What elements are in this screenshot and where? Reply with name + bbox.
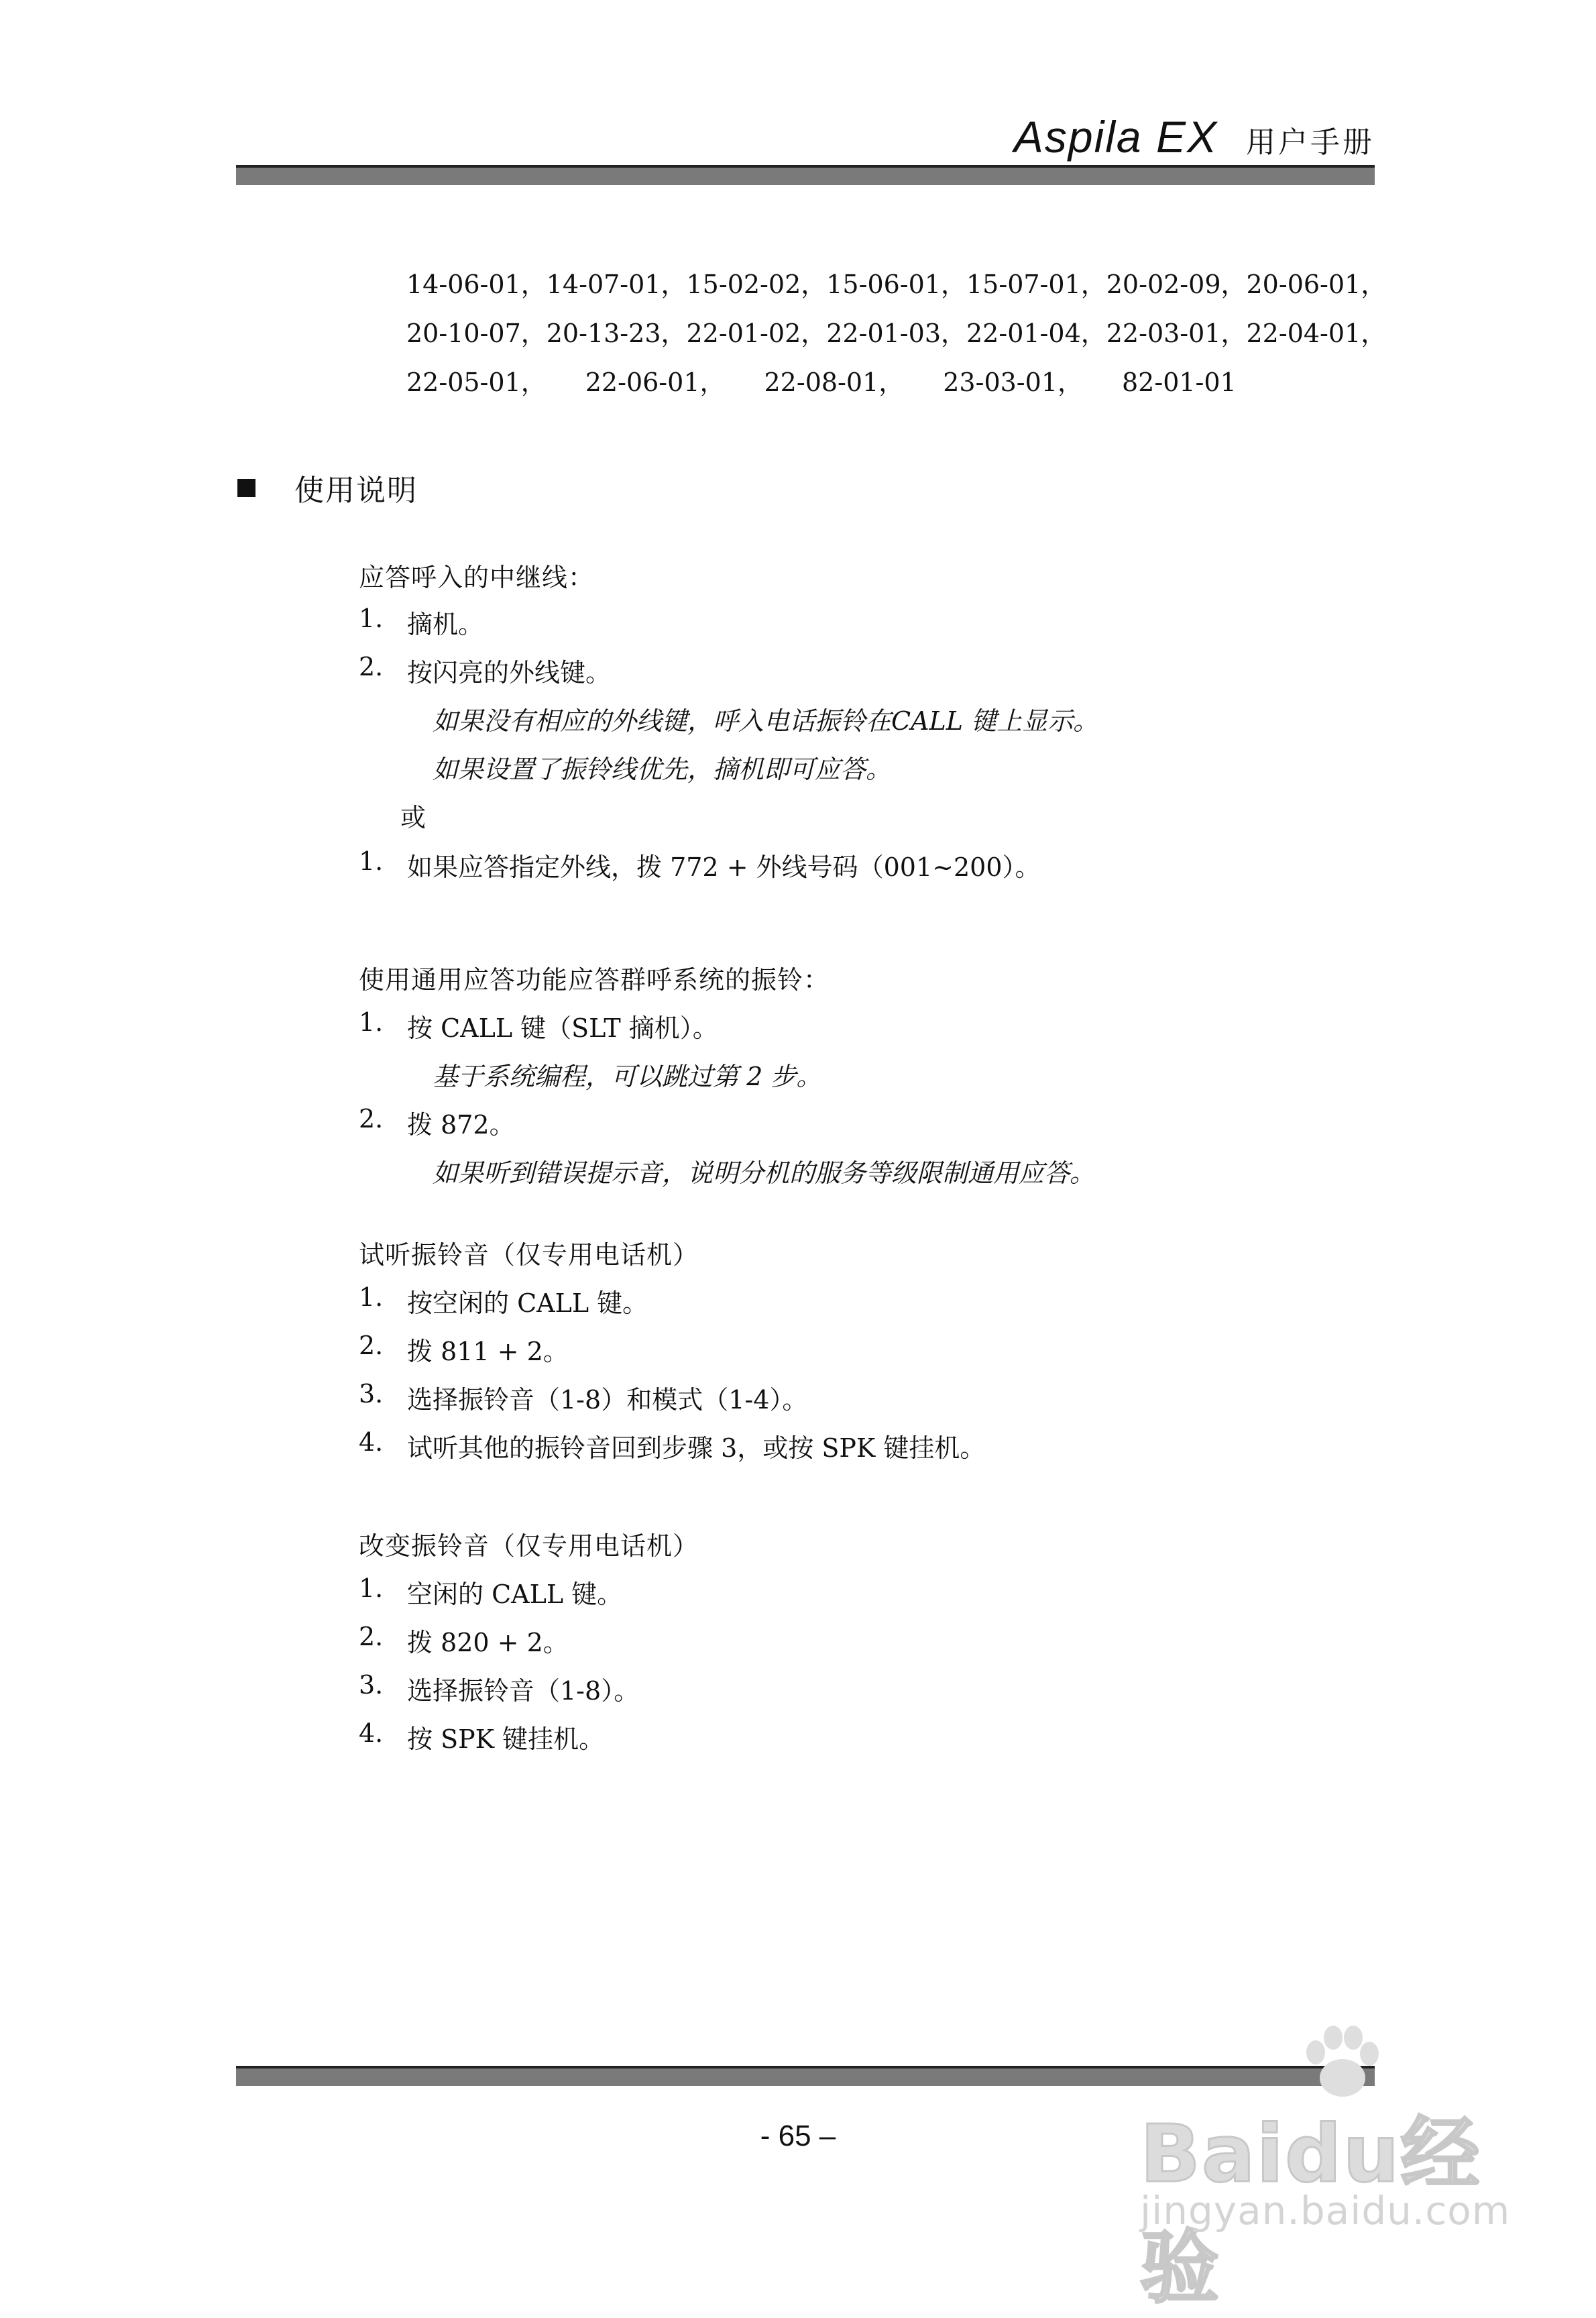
code-item: 14-06-01， <box>406 270 547 299</box>
page-number: - 65 – <box>760 2119 836 2152</box>
code-item: 82-01-01 <box>1122 368 1237 397</box>
list-item: 1. 摘机。 <box>359 604 484 639</box>
subheading-change-ring: 改变振铃音（仅专用电话机） <box>359 1531 699 1561</box>
code-item: 22-04-01， <box>1246 319 1387 348</box>
list-item: 3. 选择振铃音（1-8）和模式（1-4）。 <box>359 1379 808 1415</box>
list-item: 2. 拨 811 + 2。 <box>359 1331 569 1366</box>
code-item: 22-05-01， <box>406 368 547 397</box>
note-text: 基于系统编程，可以跳过第 2 步。 <box>433 1062 822 1091</box>
list-item: 1. 空闲的 CALL 键。 <box>359 1574 623 1609</box>
watermark-brand: Baidu经验 <box>1140 2107 1481 2314</box>
code-item: 15-07-01， <box>966 270 1106 299</box>
section-title: 使用说明 <box>294 474 418 508</box>
code-line-3 <box>406 358 1372 407</box>
code-line-2 <box>406 309 1387 358</box>
code-item: 20-13-23， <box>546 319 687 348</box>
code-item: 20-02-09， <box>1106 270 1247 299</box>
baidu-watermark <box>1140 2026 1516 2314</box>
note-text: 如果听到错误提示音，说明分机的服务等级限制通用应答。 <box>433 1158 1096 1188</box>
code-line-1 <box>406 260 1387 309</box>
code-item: 22-08-01， <box>764 368 905 397</box>
subheading-answer-trunk: 应答呼入的中继线： <box>359 563 595 592</box>
code-item: 22-03-01， <box>1106 319 1247 348</box>
subheading-universal-answer: 使用通用应答功能应答群呼系统的振铃： <box>359 965 830 995</box>
list-item: 4. 试听其他的振铃音回到步骤 3，或按 SPK 键挂机。 <box>359 1427 986 1463</box>
list-item: 1. 如果应答指定外线，拨 772 + 外线号码（001~200）。 <box>359 846 1041 882</box>
note-text: 如果设置了振铃线优先，摘机即可应答。 <box>433 755 892 784</box>
feature-code-list <box>406 260 1387 407</box>
code-item: 23-03-01， <box>943 368 1083 397</box>
page-header <box>1014 111 1375 165</box>
list-item: 2. 拨 872。 <box>359 1104 515 1140</box>
list-item: 1. 按 CALL 键（SLT 摘机）。 <box>359 1007 718 1043</box>
code-item: 20-06-01， <box>1246 270 1387 299</box>
list-item: 2. 按闪亮的外线键。 <box>359 652 612 687</box>
code-item: 22-01-04， <box>966 319 1106 348</box>
code-item: 22-01-03， <box>826 319 966 348</box>
list-item: 4. 按 SPK 键挂机。 <box>359 1718 605 1754</box>
code-item: 15-02-02， <box>686 270 827 299</box>
list-item: 1. 按空闲的 CALL 键。 <box>359 1282 648 1318</box>
code-item: 14-07-01， <box>546 270 687 299</box>
paw-icon <box>1301 2026 1381 2099</box>
manual-title: 用户手册 <box>1246 125 1375 160</box>
code-item: 22-06-01， <box>585 368 726 397</box>
code-item: 22-01-02， <box>686 319 827 348</box>
section-heading <box>237 466 418 509</box>
list-item: 3. 选择振铃音（1-8）。 <box>359 1670 640 1706</box>
square-bullet-icon <box>237 479 255 497</box>
code-item: 20-10-07， <box>406 319 547 348</box>
watermark-url: jingyan.baidu.com <box>1140 2188 1511 2233</box>
or-text: 或 <box>400 803 426 832</box>
header-rule <box>236 165 1375 185</box>
note-text: 如果没有相应的外线键，呼入电话振铃在CALL 键上显示。 <box>433 706 1099 736</box>
list-item: 2. 拨 820 + 2。 <box>359 1622 569 1657</box>
code-item: 15-06-01， <box>826 270 966 299</box>
subheading-preview-ring: 试听振铃音（仅专用电话机） <box>359 1240 699 1270</box>
product-name: Aspila EX <box>1013 112 1218 162</box>
